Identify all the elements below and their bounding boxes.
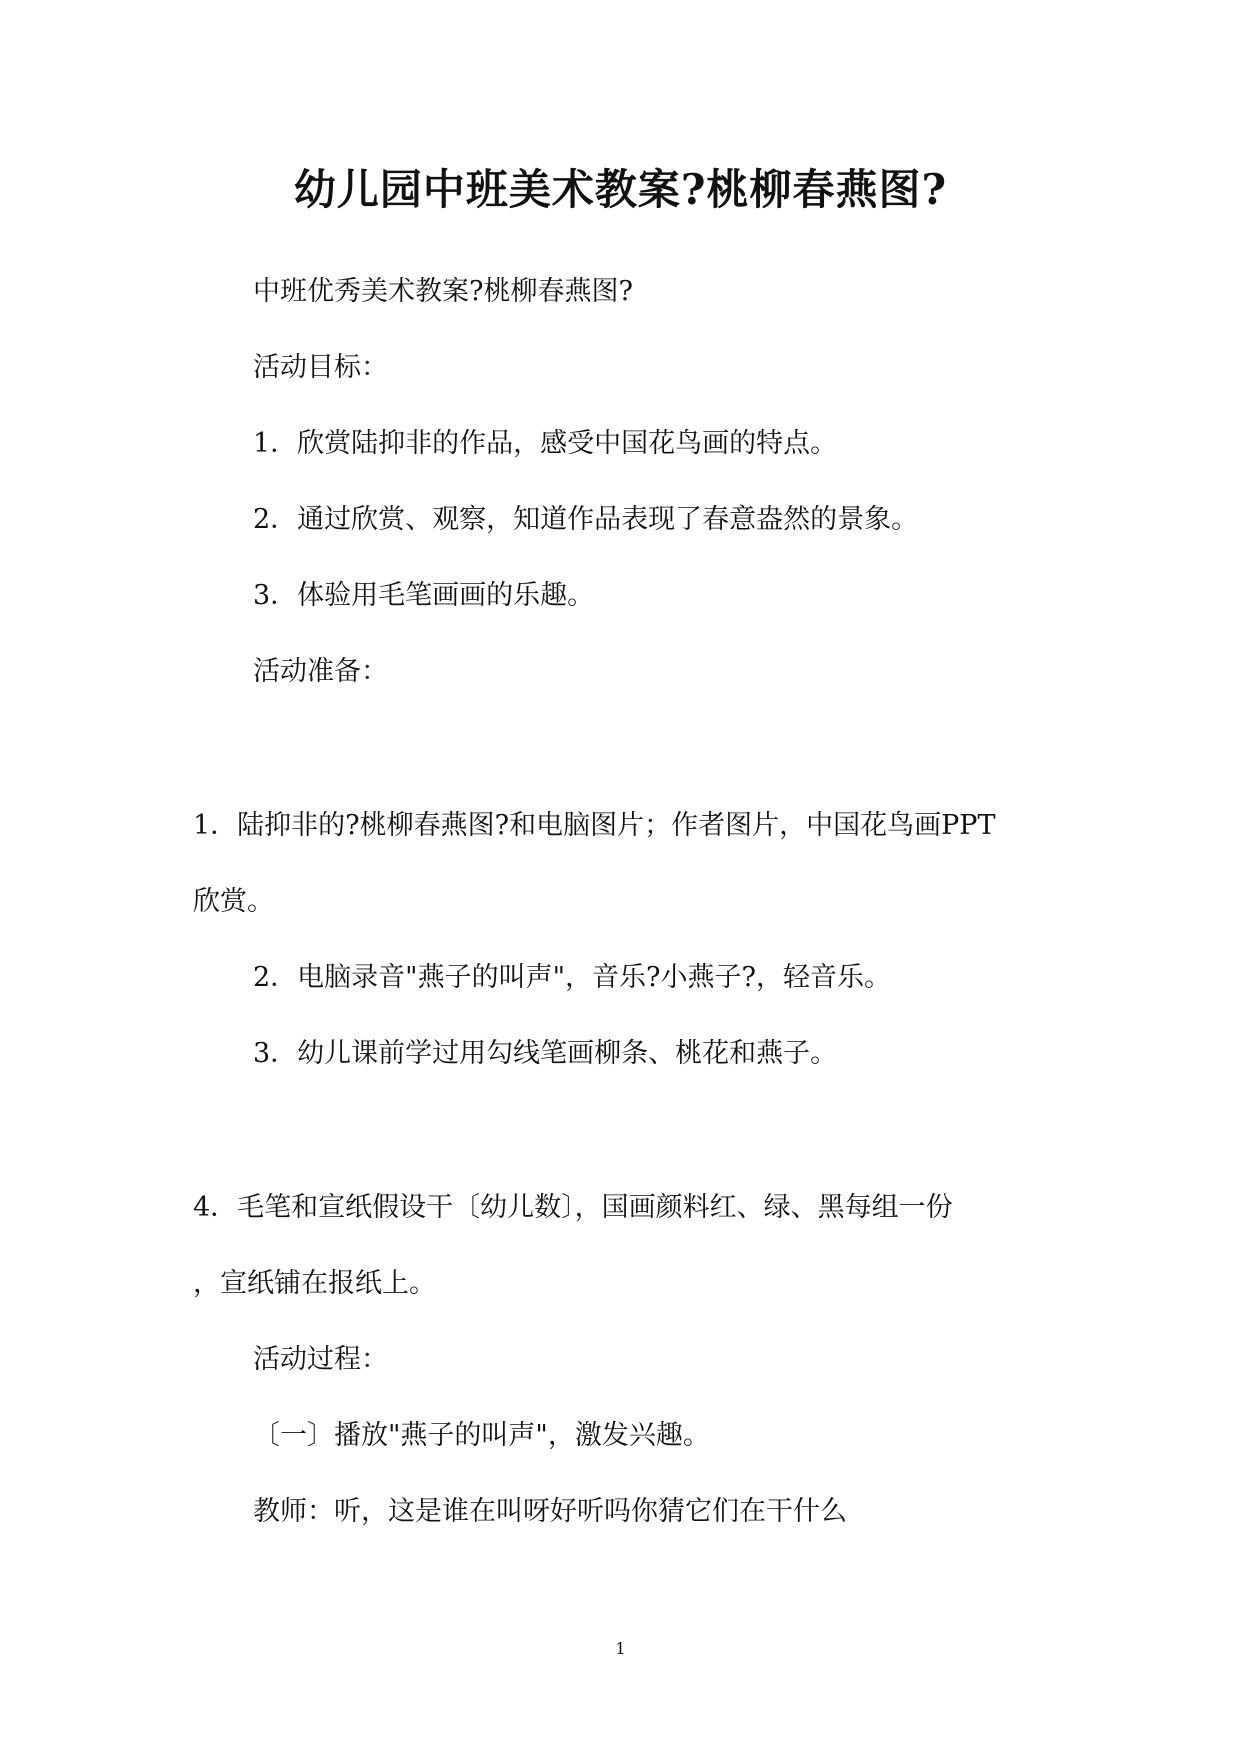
prep-item-3: 3．幼儿课前学过用勾线笔画柳条、桃花和燕子。 [253,1038,838,1069]
document-title: 幼儿园中班美术教案?桃柳春燕图? [293,165,948,214]
prep-item-4: 4．毛笔和宣纸假设干〔幼儿数〕，国画颜料红、绿、黑每组一份 [193,1192,953,1223]
prep-item-1-continued: 欣赏。 [193,886,274,917]
page-number: 1 [615,1639,626,1658]
process-step-1: 〔一〕播放"燕子的叫声"，激发兴趣。 [253,1420,710,1451]
goal-item-2: 2．通过欣赏、观察，知道作品表现了春意盎然的景象。 [253,504,919,535]
section-heading-goals: 活动目标： [253,352,388,383]
section-heading-process: 活动过程： [253,1344,388,1375]
prep-item-4-continued: ，宣纸铺在报纸上。 [193,1268,436,1299]
goal-item-1: 1．欣赏陆抑非的作品，感受中国花鸟画的特点。 [253,428,838,459]
section-heading-preparation: 活动准备： [253,656,388,687]
prep-item-1: 1．陆抑非的?桃柳春燕图?和电脑图片；作者图片，中国花鸟画PPT [193,810,996,841]
subtitle-line: 中班优秀美术教案?桃柳春燕图? [253,276,633,307]
teacher-dialogue: 教师：听，这是谁在叫呀好听吗你猜它们在干什么 [253,1496,847,1527]
prep-item-2: 2．电脑录音"燕子的叫声"，音乐?小燕子?，轻音乐。 [253,962,891,993]
goal-item-3: 3．体验用毛笔画画的乐趣。 [253,580,595,611]
